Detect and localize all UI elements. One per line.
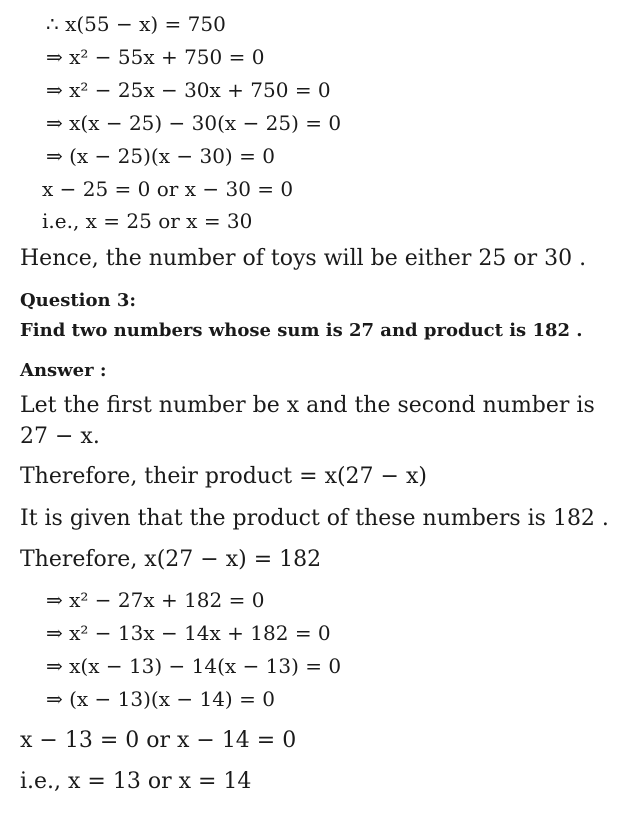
question-text: Find two numbers whose sum is 27 and product is 182 . [20, 320, 583, 341]
equation-line: x − 13 = 0 or x − 14 = 0 [20, 728, 297, 753]
equation-line: ∴ x(55 − x) = 750 [46, 12, 226, 36]
question-title: Question 3: [20, 290, 137, 311]
equation-line: x − 25 = 0 or x − 30 = 0 [42, 177, 294, 201]
equation-line: ⇒ (x − 25)(x − 30) = 0 [46, 144, 275, 168]
answer-text-line: Therefore, their product = x(27 − x) [20, 464, 427, 489]
answer-text-line: Therefore, x(27 − x) = 182 [20, 547, 322, 572]
equation-line: ⇒ x² − 13x − 14x + 182 = 0 [46, 621, 331, 645]
equation-line: ⇒ x² − 55x + 750 = 0 [46, 45, 265, 69]
conclusion-text: Hence, the number of toys will be either 25 or 30 . [20, 246, 587, 271]
equation-line: i.e., x = 25 or x = 30 [42, 209, 253, 233]
answer-label: Answer : [20, 360, 107, 381]
answer-text-line: 27 − x. [20, 424, 100, 449]
equation-line: ⇒ x(x − 13) − 14(x − 13) = 0 [46, 654, 342, 678]
equation-line: ⇒ (x − 13)(x − 14) = 0 [46, 687, 275, 711]
equation-line: ⇒ x(x − 25) − 30(x − 25) = 0 [46, 111, 342, 135]
equation-line: i.e., x = 13 or x = 14 [20, 769, 252, 794]
equation-line: ⇒ x² − 27x + 182 = 0 [46, 588, 265, 612]
answer-text-line: It is given that the product of these numbers is 182 . [20, 506, 609, 531]
equation-line: ⇒ x² − 25x − 30x + 750 = 0 [46, 78, 331, 102]
answer-text-line: Let the first number be x and the second number is [20, 393, 595, 418]
